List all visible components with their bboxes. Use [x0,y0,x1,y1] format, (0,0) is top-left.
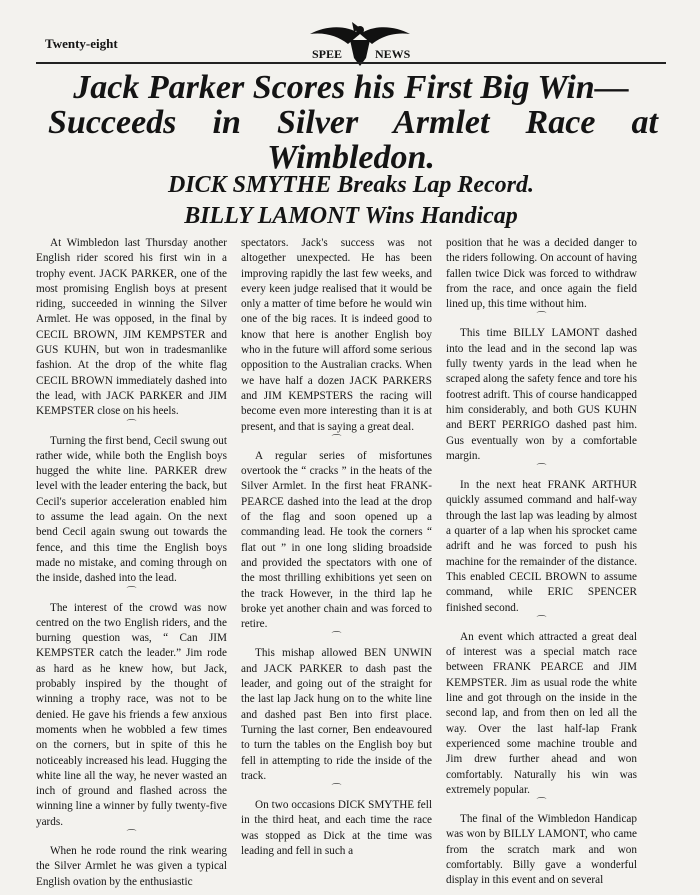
paragraph: In the next heat FRANK ARTHUR quickly assumed command and half-way through the last lap was leading by almost a quarter of a lap when his sprocket came adrift and he was forced to push his machine for the remainder of the distance. This enabled CECIL BROWN to assume command, while ERIC SPENCER finished second. [446,479,637,614]
paragraph: The interest of the crowd was now centred on the two English riders, and the burning question was, “ Can JIM KEMPSTER catch the leader.” Jim rode as hard as he knew how, but Jack, probably inspired by the thought of winning a trophy race, was not to be denied. He gave his friends a few anxious moments when he wobbled a few times on the corners, but in spite of this he noticeably increased his lead. Hugging the white line all the way, he never wasted an inch of ground and flashed across the winning line a winner by fully twenty-five yards. [36,601,227,828]
article-column-1 [36,236,227,890]
paragraph: position that he was a decided danger to the riders following. On account of having fallen twice Dick was forced to withdraw from the race, and once again the field lined up, this time without him. [446,237,637,311]
section-separator: ⌒ [126,829,137,841]
masthead-text-left: SPEE [312,47,343,61]
section-separator: ⌒ [536,798,547,810]
paragraph: When he rode round the rink wearing the Silver Armlet he was given a typical English ovation by the enthusiastic [36,844,227,888]
section-separator: ⌒ [126,586,137,598]
subheadline [36,170,666,232]
paragraph: Turning the first bend, Cecil swung out rather wide, while both the English boys hugged the white line. PARKER drew level with the leader entering the back, but Cecil's superior acceleration enabled him to assume the lead again. On the next bend Cecil again swung out towards the fence, and this time the English boys made no mistake, and coming through on the inside, dashed into the lead. [36,434,227,585]
section-separator: ⌒ [331,434,342,446]
paragraph: A regular series of misfortunes overtook the “ cracks ” in the heats of the Silver Armlet. In the first heat FRANK-PEARCE dashed into the lead at the drop of the flag and soon opened up a commanding lead. He took the corners “ flat out ” in one long sliding broadside and provided the spectators with one of the most thrilling exhibitions yet seen on the track However, in the third lap he broke yet another chain and was forced to retire. [241,449,432,631]
article-column-3 [446,236,637,890]
headline-line-2: Succeeds in Silver Armlet Race at [48,104,658,141]
paragraph: At Wimbledon last Thursday another English rider scored his first win in a trophy event. JACK PARKER, one of the most promising English boys at present riding, succeeded in winning the Silver Armlet. He was opposed, in the final by CECIL BROWN, JIM KEMPSTER and GUS KUHN, but won in tradesmanlike fashion. At the drop of the white flag CECIL BROWN immediately dashed into the lead, with JACK PARKER and JIM KEMPSTER close on his heels. [36,237,227,418]
section-separator: ⌒ [536,312,547,324]
paragraph: An event which attracted a great deal of interest was a special match race between FRANK PEARCE and JIM KEMPSTER. Jim as usual rode the white line and got through on the inside in the second lap, and from then on led all the way. Over the last half-lap Frank experienced some machine trouble and Jim drew further ahead and won comfortably. Naturally his win was extremely popular. [446,630,637,796]
paragraph: spectators. Jack's success was not altogether unexpected. He has been improving rapidly the last few weeks, and every keen judge realised that it would be only a matter of time before he would win one of the big races. It is indeed good to know that here is another English boy who in the future will afford some serious opposition to the Australian cracks. When we have half a dozen JACK PARKERS and JIM KEMPSTERS the racing will become even more interesting than it is at present, and that is saying a great deal. [241,237,432,433]
paragraph: This mishap allowed BEN UNWIN and JACK PARKER to dash past the leader, and going out of the straight for the last lap Jack hung on to the white line and dashed past Ben into first place. Turning the last corner, Ben endeavoured to turn the tables on the English boy but fell in attempting to ride the inside of the track. [241,647,432,782]
subheadline-line-2: BILLY LAMONT Wins Handicap [184,203,518,229]
section-separator: ⌒ [536,464,547,476]
section-separator: ⌒ [331,632,342,644]
section-separator: ⌒ [331,784,342,796]
section-separator: ⌒ [126,419,137,431]
section-separator: ⌒ [536,615,547,627]
article-column-2 [241,236,432,890]
paragraph: This time BILLY LAMONT dashed into the lead and in the second lap was fully twenty yards in the lead when he scraped along the safety fence and tore his footrest adrift. This of course handicapped him considerably, and both GUS KUHN and BERT PERRIGO dashed past him. Gus eventually won by a comfortable margin. [446,327,637,462]
masthead-text-right: NEWS [375,47,411,61]
paragraph: The final of the Wimbledon Handicap was won by BILLY LAMONT, who came from the scratch mark and won comfortably. Billy gave a wonderful display in this event and on several [446,813,637,887]
headline-line-1: Jack Parker Scores his First Big Win— [73,69,629,106]
article-body [36,236,666,890]
headline [36,70,666,180]
page-number: Twenty-eight [45,36,118,51]
subheadline-line-1: DICK SMYTHE Breaks Lap Record. [167,172,535,198]
headline-line-3: Wimbledon. [267,139,435,176]
top-rule [36,62,666,64]
paragraph: On two occasions DICK SMYTHE fell in the third heat, and each time the race was stopped as Dick at the time was leading and fell in such a [241,799,432,857]
